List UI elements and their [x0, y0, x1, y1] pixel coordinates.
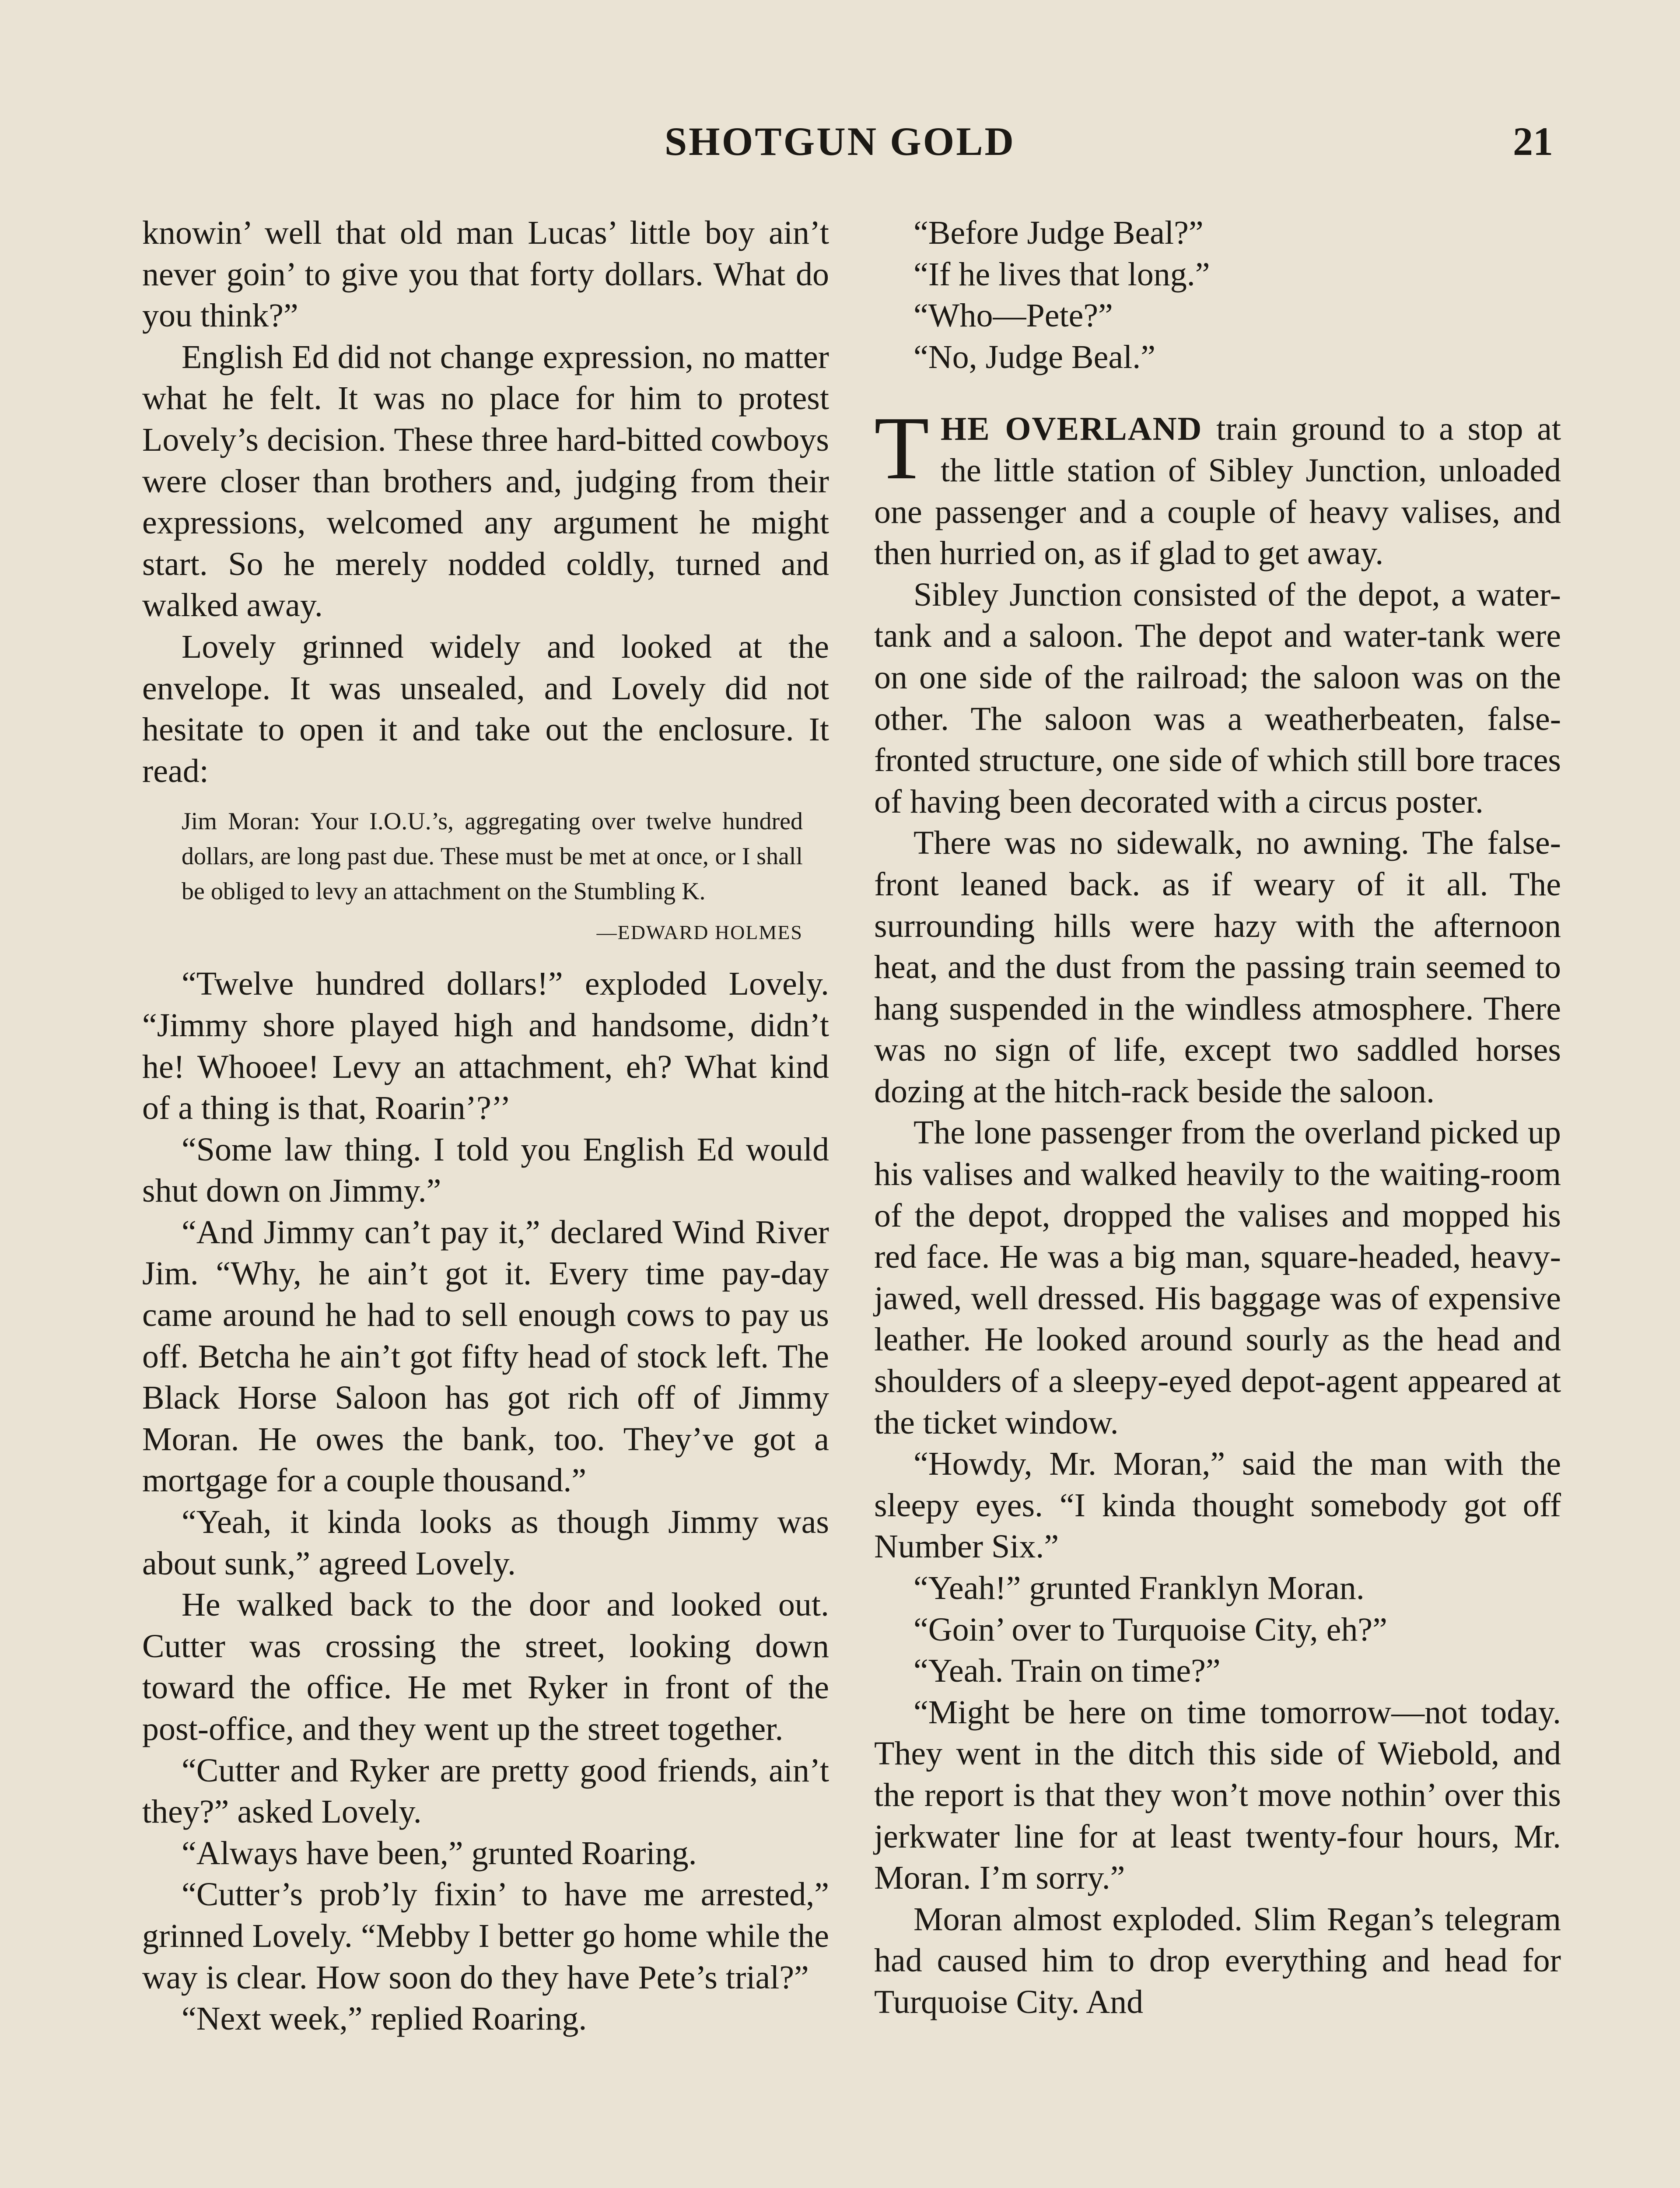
paragraph: “Yeah, it kinda looks as though Jimmy was about sunk,” agreed Lovely. — [142, 1504, 829, 1582]
drop-cap: T — [874, 398, 929, 498]
paragraph: “No, Judge Beal.” — [914, 338, 1155, 375]
paragraph: There was no sidewalk, no awning. The false-front leaned back. as if weary of it all. The surrounding hills were hazy with the afternoon heat, and the dust from the passing train seemed to hang suspended in the windless atmosphere. There was no sign of life, except two saddled horses dozing at the hitch-rack beside the saloon. — [874, 824, 1561, 1110]
paragraph: “Howdy, Mr. Moran,” said the man with the sleepy eyes. “I kinda thought somebody got off Number Six.” — [874, 1445, 1561, 1565]
paragraph: “Next week,” replied Roaring. — [182, 2000, 587, 2037]
paragraph: “Before Judge Beal?” — [914, 214, 1204, 251]
paragraph: English Ed did not change expression, no matter what he felt. It was no place for him to protest Lovely’s decision. These three hard-bitted cowboys were closer than brothers and, judging from their expressions, welcomed any argument he might start. So he merely nodded coldly, turned and walked away. — [142, 338, 829, 624]
paragraph: “Always have been,” grunted Roaring. — [182, 1834, 697, 1872]
page-number: 21 — [1513, 119, 1553, 164]
paragraph: He walked back to the door and looked out. Cutter was crossing the street, looking down toward the office. He met Ryker in front of the post-office, and they went up the street together. — [142, 1586, 829, 1747]
paragraph: “Might be here on time tomorrow—not today. They went in the ditch this side of Wiebold, and the report is that they won’t move nothin’ over this jerkwater line for at least twenty-four hours, Mr. Moran. I’m sorry.” — [874, 1694, 1561, 1897]
running-header — [0, 118, 1680, 175]
paragraph: “If he lives that long.” — [914, 256, 1210, 293]
section-text: train ground to a stop at the little station of Sibley Junction, unloaded one passenger and a couple of heavy valises, and then hurried on, as if glad to get away. — [874, 410, 1561, 572]
paragraph: knowin’ well that old man Lucas’ little boy ain’t never goin’ to give you that forty dollars. What do you think?” — [142, 214, 829, 334]
paragraph: Lovely grinned widely and looked at the envelope. It was unsealed, and Lovely did not hesitate to open it and take out the enclosure. It read: — [142, 628, 829, 789]
letter-signature: —EDWARD HOLMES — [596, 921, 803, 944]
section-lead-in: HE OVERLAND — [940, 410, 1203, 448]
paragraph: “And Jimmy can’t pay it,” declared Wind River Jim. “Why, he ain’t got it. Every time pay-day came around he had to sell enough cows to pay us off. Betcha he ain’t got fifty head of stock left. The Black Horse Saloon has got rich off of Jimmy Moran. He owes the bank, too. They’ve got a mortgage for a couple thousand.” — [142, 1213, 829, 1499]
right-column — [874, 212, 1561, 2023]
paragraph: “Twelve hundred dollars!” exploded Lovely. “Jimmy shore played high and handsome, didn’t he! Whooee! Levy an attachment, eh? What kind of a thing is that, Roarin’?’’ — [142, 965, 829, 1127]
paragraph: Moran almost exploded. Slim Regan’s telegram had caused him to drop everything and head for Turquoise City. And — [874, 1900, 1561, 2020]
section-opening-paragraph — [874, 398, 1561, 574]
paragraph: “Yeah!” grunted Franklyn Moran. — [914, 1570, 1365, 1606]
letter-body: Jim Moran: Your I.O.U.’s, aggregating over twelve hundred dollars, are long past due. These must be met at once, or I shall be obliged to levy an attachment on the Stumbling K. — [182, 808, 803, 905]
paragraph: “Yeah. Train on time?” — [914, 1652, 1221, 1690]
left-column — [142, 212, 829, 2040]
paragraph: Sibley Junction consisted of the depot, a water-tank and a saloon. The depot and water-tank were on one side of the railroad; the saloon was on the other. The saloon was a weatherbeaten, false-fronted structure, one side of which still bore traces of having been decorated with a circus poster. — [874, 576, 1561, 820]
paragraph: “Cutter’s prob’ly fixin’ to have me arrested,” grinned Lovely. “Mebby I better go home while the way is clear. How soon do they have Pete’s trial?” — [142, 1876, 829, 1996]
quoted-letter — [142, 804, 829, 950]
running-title: SHOTGUN GOLD — [664, 119, 1015, 164]
paragraph: “Some law thing. I told you English Ed would shut down on Jimmy.” — [142, 1131, 829, 1210]
paragraph: “Cutter and Ryker are pretty good friends, ain’t they?” asked Lovely. — [142, 1752, 829, 1830]
paragraph: The lone passenger from the overland picked up his valises and walked heavily to the waiting-room of the depot, dropped the valises and mopped his red face. He was a big man, square-headed, heavy-jawed, well dressed. His baggage was of expensive leather. He looked around sourly as the head and shoulders of a sleepy-eyed depot-agent appeared at the ticket window. — [874, 1114, 1561, 1441]
paragraph: “Goin’ over to Turquoise City, eh?” — [914, 1611, 1387, 1648]
paragraph: “Who—Pete?” — [914, 297, 1113, 334]
